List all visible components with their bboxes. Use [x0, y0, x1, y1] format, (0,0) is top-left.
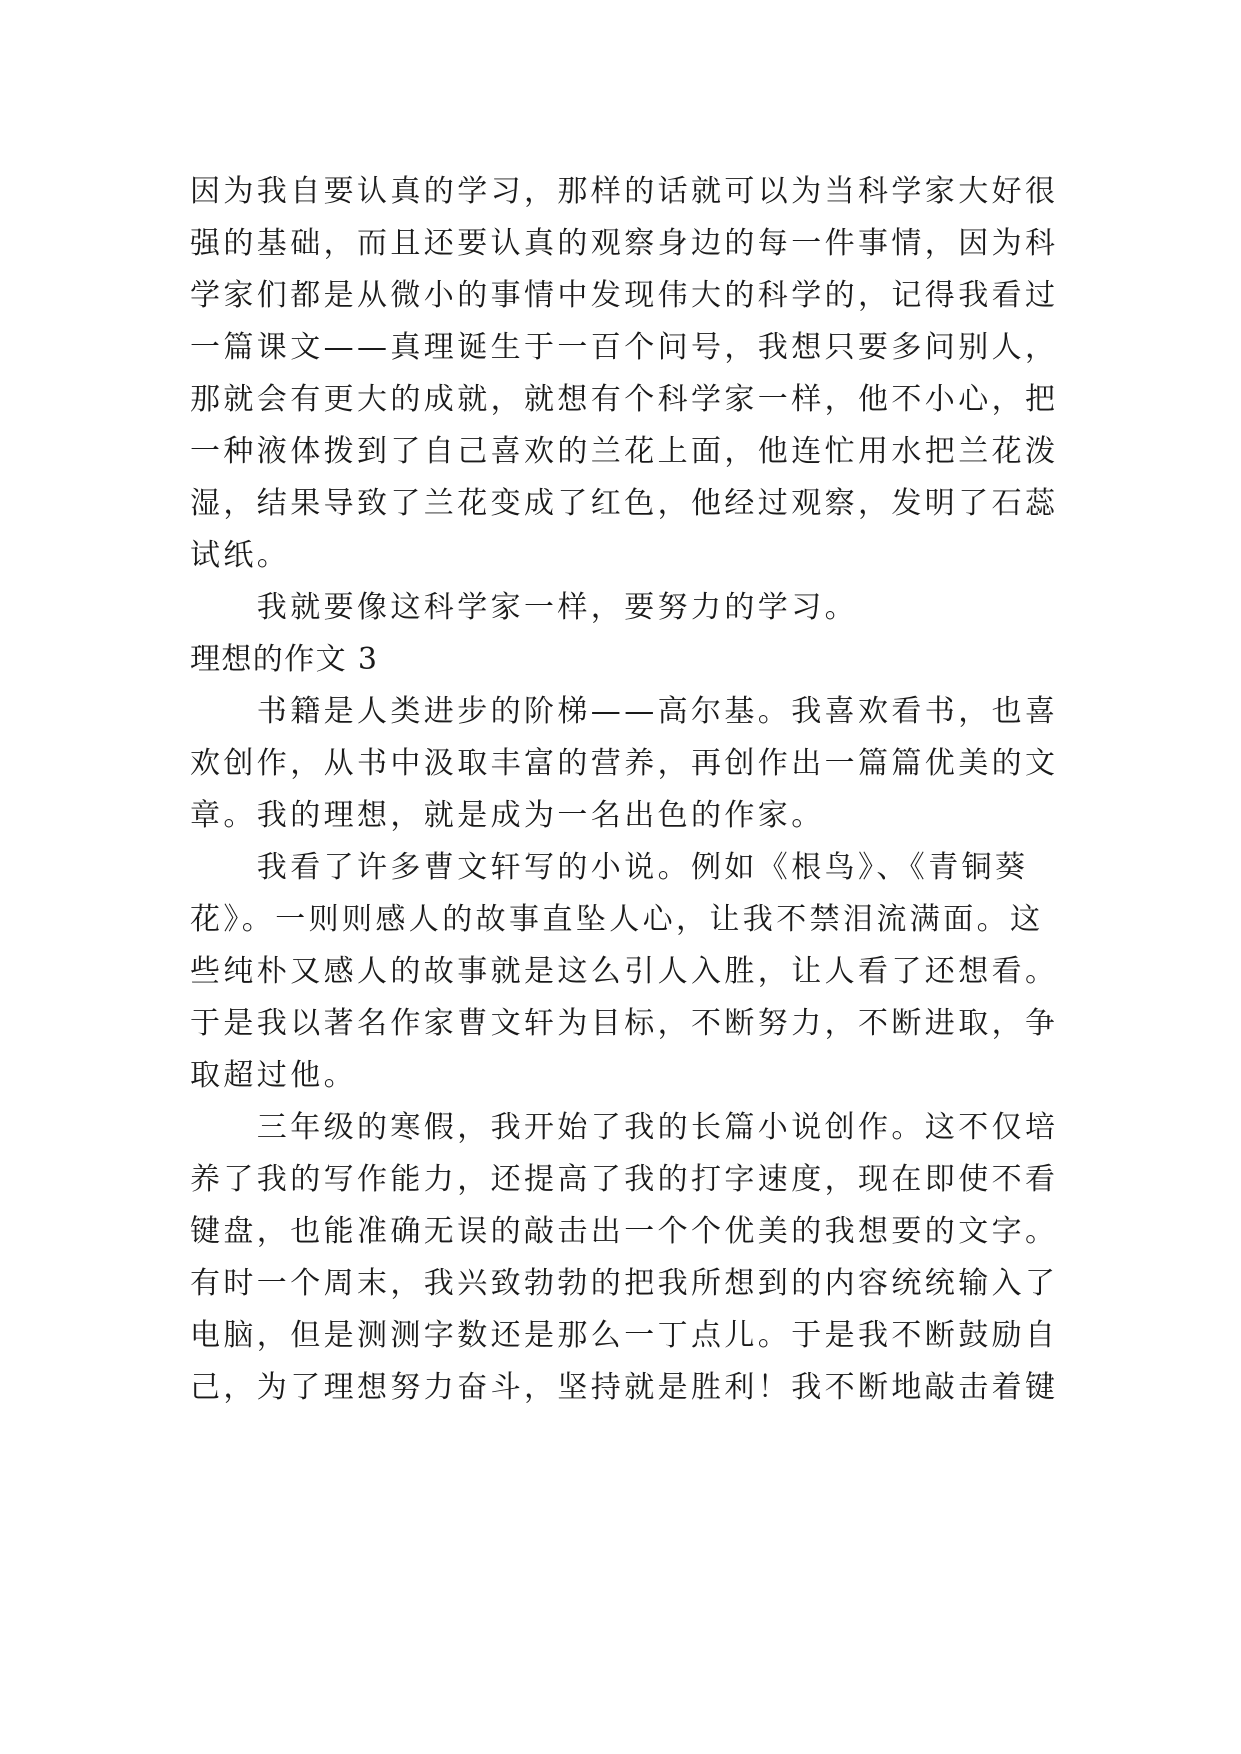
section-heading: 理想的作文 3 [190, 642, 379, 677]
text-line: 湿，结果导致了兰花变成了红色，他经过观察，发明了石蕊 [190, 486, 1059, 521]
text-line: 一篇课文——真理诞生于一百个问号，我想只要多问别人， [190, 330, 1059, 365]
text-line: 些纯朴又感人的故事就是这么引人入胜，让人看了还想看。 [190, 954, 1059, 989]
text-line: 一种液体拨到了自己喜欢的兰花上面，他连忙用水把兰花泼 [190, 434, 1059, 469]
text-line: 书籍是人类进步的阶梯——高尔基。我喜欢看书，也喜 [190, 694, 1059, 729]
text-line: 试纸。 [190, 538, 291, 573]
text-line: 己，为了理想努力奋斗，坚持就是胜利！我不断地敲击着键 [190, 1370, 1059, 1405]
text-line: 我看了许多曹文轩写的小说。例如《根鸟》、《青铜葵 [190, 850, 1029, 885]
text-line: 键盘，也能准确无误的敲击出一个个优美的我想要的文字。 [190, 1214, 1059, 1249]
text-line: 养了我的写作能力，还提高了我的打字速度，现在即使不看 [190, 1162, 1059, 1197]
text-line: 花》。一则则感人的故事直坠人心，让我不禁泪流满面。这 [190, 902, 1044, 937]
text-line: 电脑，但是测测字数还是那么一丁点儿。于是我不断鼓励自 [190, 1318, 1059, 1353]
text-line: 学家们都是从微小的事情中发现伟大的科学的，记得我看过 [190, 278, 1059, 313]
document-body [190, 166, 1059, 1414]
text-line: 那就会有更大的成就，就想有个科学家一样，他不小心，把 [190, 382, 1059, 417]
text-line: 强的基础，而且还要认真的观察身边的每一件事情，因为科 [190, 226, 1059, 261]
text-line: 于是我以著名作家曹文轩为目标，不断努力，不断进取，争 [190, 1006, 1059, 1041]
text-line: 我就要像这科学家一样，要努力的学习。 [190, 590, 858, 625]
text-line: 有时一个周末，我兴致勃勃的把我所想到的内容统统输入了 [190, 1266, 1059, 1301]
text-line: 因为我自要认真的学习，那样的话就可以为当科学家大好很 [190, 174, 1059, 209]
text-line: 章。我的理想，就是成为一名出色的作家。 [190, 798, 825, 833]
text-line: 取超过他。 [190, 1058, 357, 1093]
text-line: 欢创作，从书中汲取丰富的营养，再创作出一篇篇优美的文 [190, 746, 1059, 781]
text-line: 三年级的寒假，我开始了我的长篇小说创作。这不仅培 [190, 1110, 1059, 1145]
